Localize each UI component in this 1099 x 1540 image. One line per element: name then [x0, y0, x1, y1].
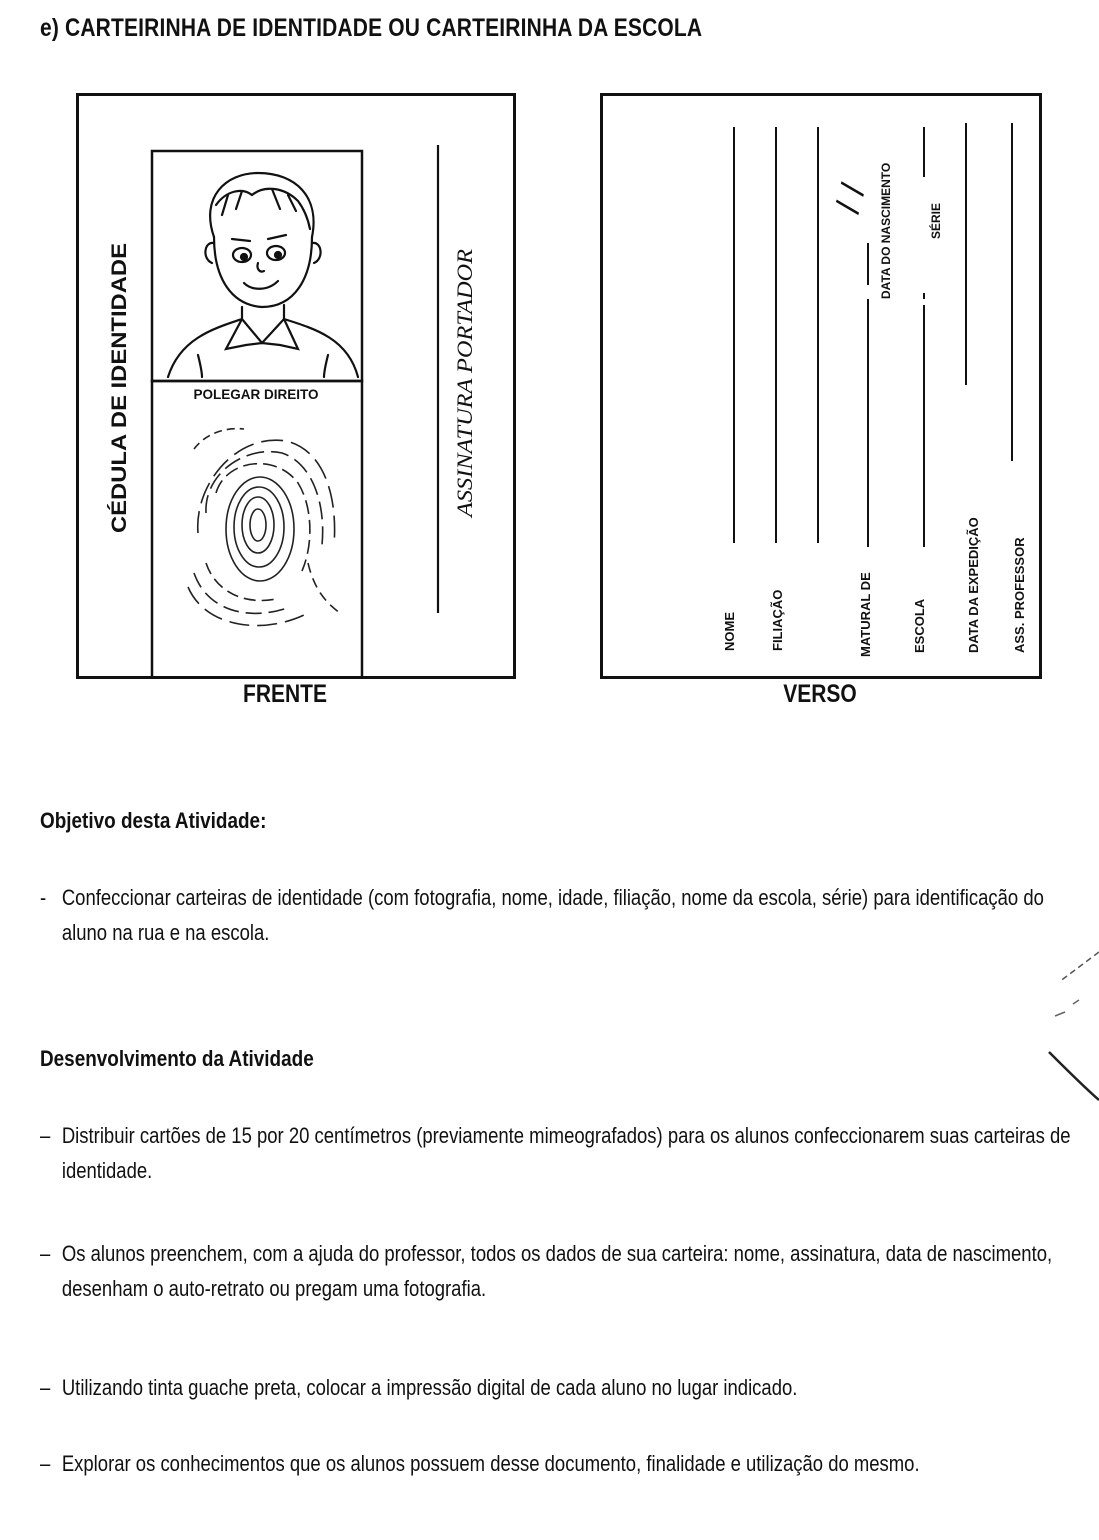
field-label-filiacao: FILIAÇÃO	[770, 589, 785, 651]
development-item-4: – Explorar os conhecimentos que os alunos possuem desse documento, finalidade e utilização do mesmo.	[40, 1446, 1073, 1481]
field-label-data-expedicao: DATA DA EXPEDIÇÃO	[966, 517, 981, 653]
field-label-natural-de: MATURAL DE	[858, 572, 873, 657]
development-item-3: – Utilizando tinta guache preta, colocar a impressão digital de cada aluno no lugar indicado.	[40, 1370, 1073, 1405]
front-card-border	[78, 95, 515, 678]
back-field-lines	[734, 123, 1012, 547]
dash-marker: –	[40, 1375, 51, 1400]
dash-marker: –	[40, 1123, 51, 1148]
thumb-label: POLEGAR DIREITO	[193, 387, 319, 402]
back-caption: VERSO	[783, 680, 857, 708]
front-caption: FRENTE	[243, 680, 327, 708]
fingerprint-icon	[188, 429, 340, 626]
development-title: Desenvolvimento da Atividade	[40, 1046, 314, 1071]
development-item-2: – Os alunos preenchem, com a ajuda do professor, todos os dados de sua carteira: nome, assinatura, data de nascimento, desenham o auto-retrato ou pregam uma fotografia.	[40, 1236, 1073, 1306]
id-card-front	[76, 93, 516, 679]
page-heading: e) CARTEIRINHA DE IDENTIDADE OU CARTEIRINHA DA ESCOLA	[40, 14, 703, 42]
objective-item: - Confeccionar carteiras de identidade (com fotografia, nome, idade, filiação, nome da escola, série) para identificação do aluno na rua e na escola.	[40, 880, 1073, 950]
objective-title: Objetivo desta Atividade:	[40, 808, 267, 833]
field-label-serie: SÉRIE	[929, 202, 943, 239]
signature-label: ASSINATURA PORTADOR	[452, 274, 477, 517]
thumb-box	[152, 381, 362, 679]
field-label-data-nascimento: DATA DO NASCIMENTO	[879, 162, 893, 299]
field-label-escola: ESCOLA	[912, 598, 927, 653]
child-portrait-icon	[168, 173, 358, 377]
id-card-back	[600, 93, 1042, 679]
dash-marker: –	[40, 1451, 51, 1476]
bullet-marker: -	[40, 885, 47, 910]
development-item-1: – Distribuir cartões de 15 por 20 centímetros (previamente mimeografados) para os alunos confeccionarem suas carteiras de identidade.	[40, 1118, 1073, 1188]
field-label-ass-professor: ASS. PROFESSOR	[1012, 537, 1027, 653]
field-label-nome: NOME	[722, 612, 737, 651]
dash-marker: –	[40, 1241, 51, 1266]
date-slashes: / /	[829, 179, 874, 218]
partial-stamp-mark	[1029, 942, 1099, 1112]
front-vertical-title: CÉDULA DE IDENTIDADE	[108, 277, 131, 533]
